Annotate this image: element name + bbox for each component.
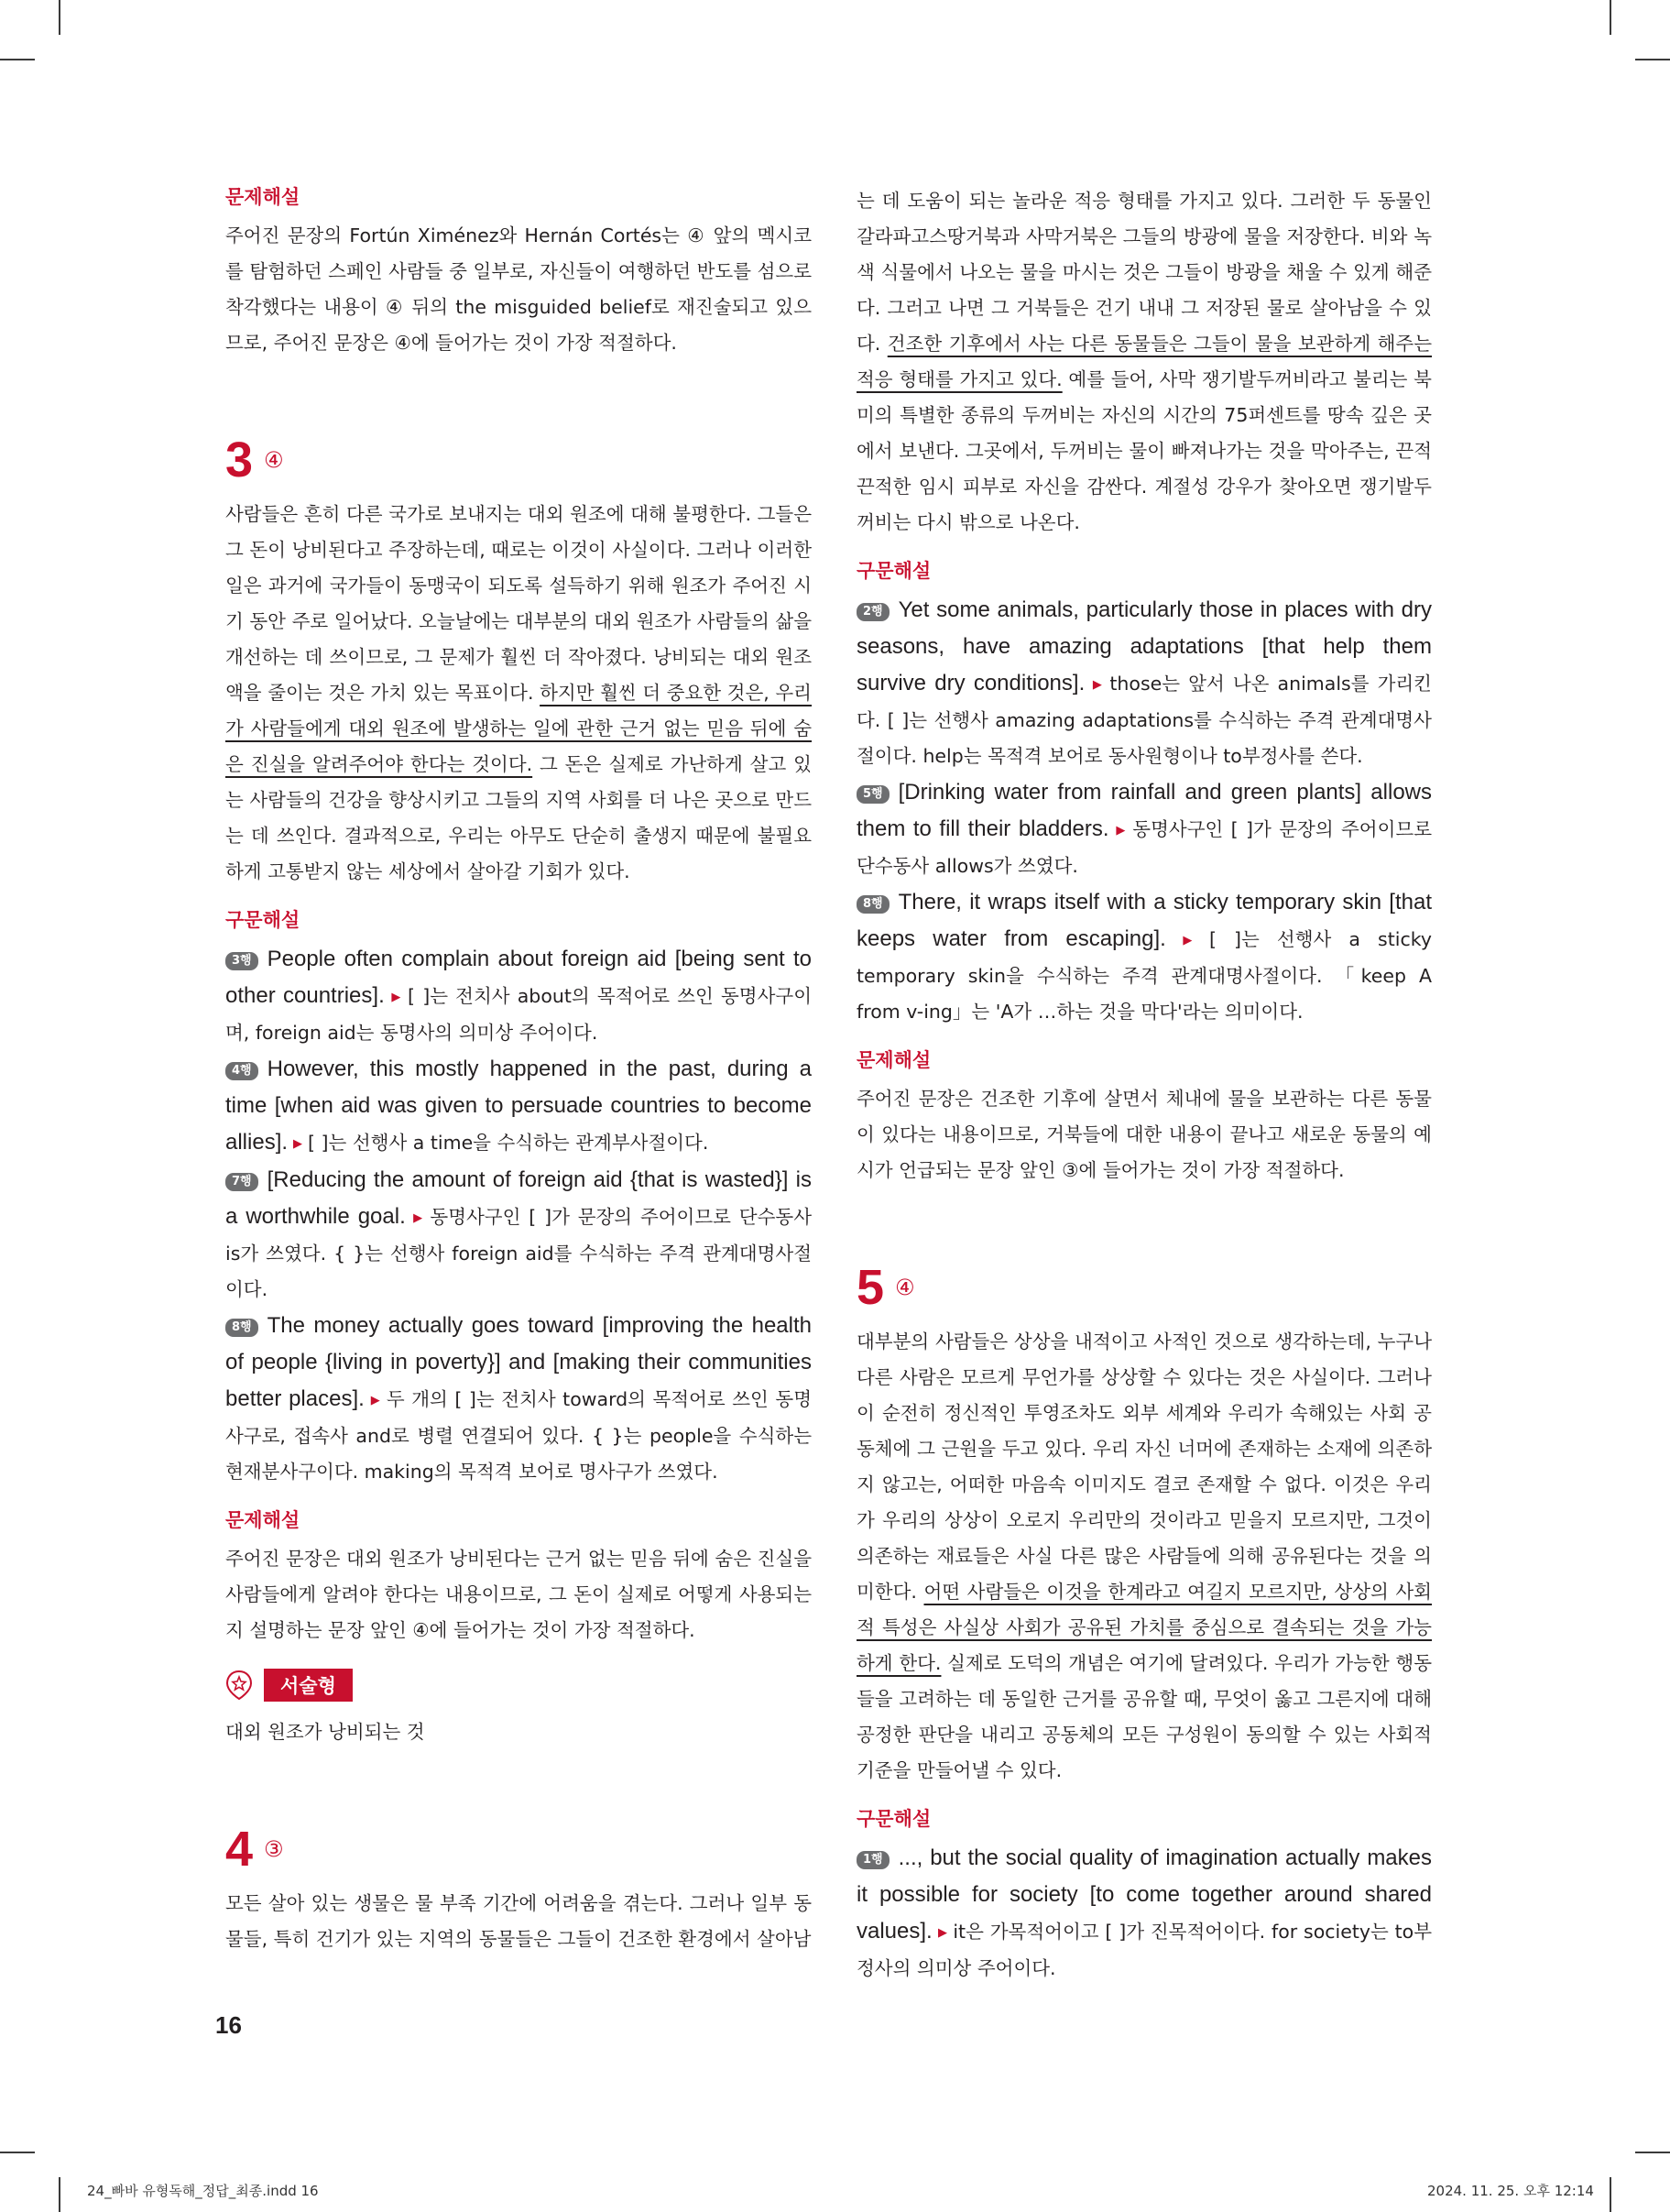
grammar-item bbox=[857, 884, 1432, 1030]
triangle-icon: ▶ bbox=[389, 991, 403, 1004]
question-number: 3 bbox=[225, 433, 254, 487]
question-header bbox=[225, 433, 812, 487]
crop-mark bbox=[0, 59, 35, 60]
line-badge: 3행 bbox=[225, 952, 258, 970]
english-sentence: The money actually goes toward [improving the health of people {living in poverty}] and [making their communities better places]. bbox=[225, 1313, 812, 1411]
translation-text: 대부분의 사람들은 상상을 내적이고 사적인 것으로 생각하는데, 누구나 다른 사람은 모르게 무언가를 상상할 수 있다는 것은 사실이다. 그러나 이 순전히 정신적인 투영조차도 외부 세계와 우리가 속해있는 사회 공동체에 그 근원을 두고 있다. 우리 자신 너머에 존재하는 소재에 의존하지 않고는, 어떠한 마음속 이미지도 결코 존재할 수 없다. 이것은 우리가 우리의 상상이 오로지 우리만의 것이라고 믿을지 모르지만, 그것이 의존하는 재료들은 사실 다른 많은 사람들에 의해 공유된다는 것을 의미한다. 어떤 사람들은 이것을 한계라고 여길지 모르지만, 상상의 사회적 특성은 사실상 사회가 공유된 가치를 중심으로 결속되는 것을 가능하게 한다. 실제로 도덕의 개념은 여기에 달려있다. 우리가 가능한 행동들을 고려하는 데 동일한 근거를 공유할 때, 무엇이 옳고 그른지에 대해 공정한 판단을 내리고 공동체의 모든 구성원이 동의할 수 있는 사회적 기준을 만들어낼 수 있다. bbox=[857, 1330, 1432, 1781]
translation-text: 는 데 도움이 되는 놀라운 적응 형태를 가지고 있다. 그러한 두 동물인 갈라파고스땅거북과 사막거북은 그들의 방광에 물을 저장한다. 비와 녹색 식물에서 나오는 물을 마시는 것은 그들이 방광을 채울 수 있게 해준다. 그러고 나면 그 거북들은 건기 내내 그 저장된 물로 살아남을 수 있다. 건조한 기후에서 사는 다른 동물들은 그들이 물을 보관하게 해주는 적응 형태를 가지고 있다. 예를 들어, 사막 쟁기발두꺼비라고 불리는 북미의 특별한 종류의 두꺼비는 자신의 시간의 75퍼센트를 땅속 깊은 곳에서 보낸다. 그곳에서, 두꺼비는 물이 빠져나가는 것을 막아주는, 끈적끈적한 임시 피부로 자신을 감싼다. 계절성 강우가 찾아오면 쟁기발두꺼비는 다시 밖으로 나온다. bbox=[857, 190, 1432, 533]
triangle-icon: ▶ bbox=[1171, 934, 1204, 947]
right-column bbox=[857, 183, 1432, 1987]
grammar-heading: 구문해설 bbox=[857, 1808, 932, 1830]
grammar-note: 동명사구인 [ ]가 문장의 주어이므로 단수동사 allows가 쓰였다. bbox=[857, 818, 1433, 877]
grammar-note: it은 가목적어이고 [ ]가 진목적어이다. for society는 to부정사의 의미상 주어이다. bbox=[857, 1921, 1433, 1979]
underlined-sentence: 건조한 기후에서 사는 다른 동물들은 그들이 물을 보관하게 해주는 적응 형태를 가지고 있다. bbox=[857, 333, 1432, 390]
question-answer: ③ bbox=[264, 1836, 284, 1862]
triangle-icon: ▶ bbox=[293, 1137, 303, 1151]
line-badge: 7행 bbox=[225, 1173, 258, 1191]
crop-mark bbox=[59, 0, 60, 35]
section-heading: 문제해설 bbox=[225, 186, 300, 208]
grammar-item bbox=[225, 941, 812, 1051]
descriptive-answer: 대외 원조가 낭비되는 것 bbox=[225, 1721, 425, 1743]
grammar-heading: 구문해설 bbox=[225, 909, 300, 931]
translation-text: 모든 살아 있는 생물은 물 부족 기간에 어려움을 겪는다. 그러나 일부 동물들, 특히 건기가 있는 지역의 동물들은 그들이 건조한 환경에서 살아남 bbox=[225, 1892, 812, 1950]
grammar-note: 두 개의 [ ]는 전치사 toward의 목적어로 쓰인 동명사구로, 접속사 and로 병렬 연결되어 있다. { }는 people을 수식하는 현재분사구이다. making의 목적격 보어로 명사구가 쓰였다. bbox=[225, 1388, 813, 1483]
english-sentence: People often complain about foreign aid [being sent to other countries]. bbox=[225, 947, 812, 1008]
line-badge: 1행 bbox=[857, 1851, 890, 1869]
underlined-sentence: 어떤 사람들은 이것을 한계라고 여길지 모르지만, 상상의 사회적 특성은 사실상 사회가 공유된 가치를 중심으로 결속되는 것을 가능하게 한다. bbox=[857, 1581, 1432, 1674]
english-sentence: ..., but the social quality of imagination actually makes it possible for society [to come together around shared values]. bbox=[857, 1845, 1432, 1944]
solution-heading: 문제해설 bbox=[857, 1049, 932, 1071]
question-header bbox=[225, 1822, 812, 1877]
triangle-icon: ▶ bbox=[369, 1394, 381, 1407]
english-sentence: There, it wraps itself with a sticky temporary skin [that keeps water from escaping]. bbox=[857, 890, 1432, 951]
crop-mark bbox=[0, 2152, 35, 2153]
line-badge: 5행 bbox=[857, 785, 890, 804]
footer-filename: 24_빠바 유형독해_정답_최종.indd 16 bbox=[87, 2183, 319, 2199]
english-sentence: However, this mostly happened in the past, during a time [when aid was given to persuade countries to become allies]. bbox=[225, 1057, 812, 1155]
solution-heading: 문제해설 bbox=[225, 1509, 300, 1531]
footer-timestamp: 2024. 11. 25. 오후 12:14 bbox=[1427, 2183, 1594, 2199]
page-number: 16 bbox=[215, 2011, 242, 2039]
grammar-note: [ ]는 선행사 a time을 수식하는 관계부사절이다. bbox=[308, 1132, 709, 1154]
english-sentence: [Drinking water from rainfall and green plants] allows them to fill their bladders. bbox=[857, 780, 1432, 841]
triangle-icon: ▶ bbox=[1090, 678, 1105, 692]
underlined-sentence: 하지만 훨씬 더 중요한 것은, 우리가 사람들에게 대외 원조에 발생하는 일에 관한 근거 없는 믿음 뒤에 숨은 진실을 알려주어야 한다는 것이다. bbox=[225, 682, 812, 775]
question-header bbox=[857, 1260, 1432, 1315]
grammar-heading: 구문해설 bbox=[857, 560, 932, 582]
crop-mark bbox=[1635, 2152, 1670, 2153]
triangle-icon: ▶ bbox=[937, 1926, 948, 1940]
crop-mark bbox=[1610, 2177, 1611, 2212]
crop-mark bbox=[1610, 0, 1611, 35]
line-badge: 8행 bbox=[225, 1319, 258, 1337]
grammar-note: 동명사구인 [ ]가 문장의 주어이므로 단수동사 is가 쓰였다. { }는 선행사 foreign aid를 수식하는 주격 관계대명사절이다. bbox=[225, 1206, 813, 1300]
english-sentence: [Reducing the amount of foreign aid {that is wasted}] is a worthwhile goal. bbox=[225, 1167, 812, 1229]
triangle-icon: ▶ bbox=[1114, 824, 1128, 838]
translation-text: 사람들은 흔히 다른 국가로 보내지는 대외 원조에 대해 불평한다. 그들은 그 돈이 낭비된다고 주장하는데, 때로는 이것이 사실이다. 그러나 이러한 일은 과거에 국가들이 동맹국이 되도록 설득하기 위해 원조가 주어진 시기 동안 주로 일어났다. 오늘날에는 대부분의 대외 원조가 사람들의 삶을 개선하는 데 쓰이므로, 그 문제가 훨씬 더 작아졌다. 낭비되는 대외 원조액을 줄이는 것은 가치 있는 목표이다. 하지만 훨씬 더 중요한 것은, 우리가 사람들에게 대외 원조에 발생하는 일에 관한 근거 없는 믿음 뒤에 숨은 진실을 알려주어야 한다는 것이다. 그 돈은 실제로 가난하게 살고 있는 사람들의 건강을 향상시키고 그들의 지역 사회를 더 나은 곳으로 만드는 데 쓰인다. 결과적으로, 우리는 아무도 단순히 출생지 때문에 불필요하게 고통받지 않는 세상에서 살아갈 기회가 있다. bbox=[225, 503, 812, 882]
grammar-item bbox=[225, 1308, 812, 1490]
grammar-item bbox=[857, 774, 1432, 884]
line-badge: 2행 bbox=[857, 603, 890, 621]
crop-mark bbox=[59, 2177, 60, 2212]
question-number: 5 bbox=[857, 1260, 885, 1315]
grammar-note: those는 앞서 나온 animals를 가리킨다. [ ]는 선행사 amazing adaptations를 수식하는 주격 관계대명사절이다. help는 목적격 보어로 동사원형이나 to부정사를 쓴다. bbox=[857, 673, 1432, 767]
grammar-note: [ ]는 전치사 about의 목적어로 쓰인 동명사구이며, foreign aid는 동명사의 의미상 주어이다. bbox=[225, 985, 813, 1044]
grammar-item bbox=[857, 592, 1432, 774]
grammar-note: [ ]는 선행사 a sticky temporary skin을 수식하는 주격 관계대명사절이다. 「keep A from v-ing」는 'A가 …하는 것을 막다'라는 의미이다. bbox=[857, 928, 1432, 1023]
grammar-item bbox=[225, 1051, 812, 1162]
pin-star-icon bbox=[225, 1670, 253, 1701]
question-answer: ④ bbox=[264, 447, 284, 473]
solution-text: 주어진 문장은 건조한 기후에 살면서 체내에 물을 보관하는 다른 동물이 있다는 내용이므로, 거북들에 대한 내용이 끝나고 새로운 동물의 예시가 언급되는 문장 앞인 ③에 들어가는 것이 가장 적절하다. bbox=[857, 1088, 1432, 1181]
left-column bbox=[225, 183, 812, 1957]
explanation-text: 주어진 문장의 Fortún Ximénez와 Hernán Cortés는 ④ 앞의 멕시코를 탐험하던 스페인 사람들 중 일부로, 자신들이 여행하던 반도를 섬으로 착각했다는 내용이 ④ 뒤의 the misguided belief로 재진술되고 있으므로, 주어진 문장은 ④에 들어가는 것이 가장 적절하다. bbox=[225, 224, 812, 354]
english-sentence: Yet some animals, particularly those in places with dry seasons, have amazing adaptations [that help them survive dry conditions]. bbox=[857, 597, 1432, 695]
triangle-icon: ▶ bbox=[410, 1211, 425, 1225]
question-answer: ④ bbox=[895, 1275, 915, 1300]
grammar-item bbox=[225, 1162, 812, 1308]
line-badge: 4행 bbox=[225, 1062, 258, 1080]
solution-text: 주어진 문장은 대외 원조가 낭비된다는 근거 없는 믿음 뒤에 숨은 진실을 사람들에게 알려야 한다는 내용이므로, 그 돈이 실제로 어떻게 사용되는지 설명하는 문장 앞인 ④에 들어가는 것이 가장 적절하다. bbox=[225, 1548, 812, 1641]
descriptive-answer-header bbox=[225, 1669, 812, 1702]
grammar-item bbox=[857, 1840, 1432, 1987]
descriptive-label: 서술형 bbox=[264, 1669, 353, 1702]
crop-mark bbox=[1635, 59, 1670, 60]
line-badge: 8행 bbox=[857, 895, 890, 914]
question-number: 4 bbox=[225, 1822, 254, 1877]
